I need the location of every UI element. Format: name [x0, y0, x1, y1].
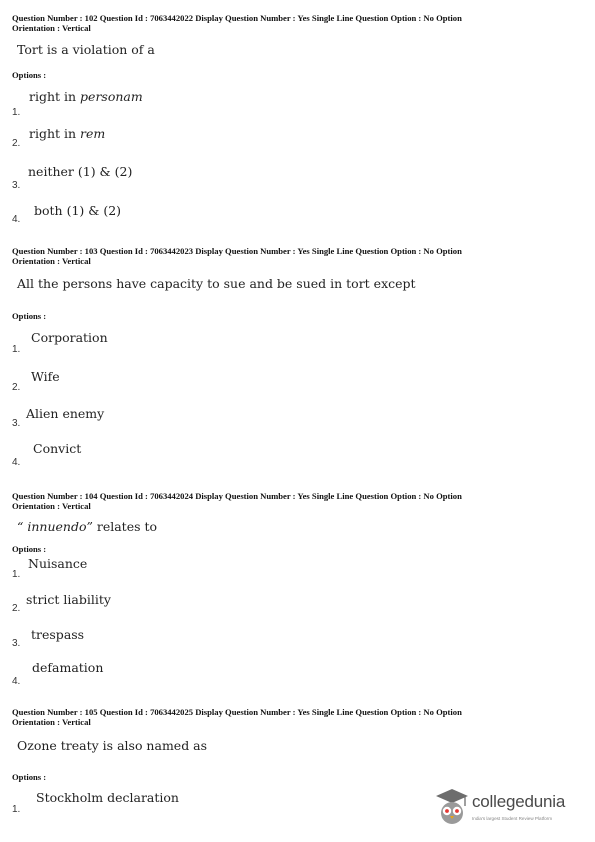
options-label: Options :	[12, 772, 47, 782]
options-label: Options :	[12, 311, 47, 321]
option-text: neither (1) & (2)	[28, 164, 133, 179]
option-text: trespass	[31, 627, 85, 642]
option-text: both (1) & (2)	[34, 203, 122, 218]
option-text: right in personam	[29, 89, 143, 104]
option-number: 1.	[12, 107, 21, 118]
option-number: 4.	[12, 214, 21, 225]
option-text: Alien enemy	[26, 406, 105, 421]
option-number: 4.	[12, 676, 21, 687]
logo-wordmark: collegedunia	[472, 792, 566, 811]
question-header	[12, 708, 572, 727]
option-number: 2.	[12, 382, 21, 393]
option-text: Stockholm declaration	[36, 790, 179, 805]
option-number: 3.	[12, 180, 21, 191]
question-header	[12, 492, 572, 511]
header-line: Question Number : 102 Question Id : 7063442022 Display Question Number : Yes Single Line Question Option : No Option	[12, 13, 462, 23]
option-number: 4.	[12, 457, 21, 468]
option-text: Convict	[33, 441, 82, 456]
option-number: 2.	[12, 603, 21, 614]
header-line: Question Number : 105 Question Id : 7063442025 Display Question Number : Yes Single Line Question Option : No Option	[12, 707, 462, 717]
question-text: All the persons have capacity to sue and be sued in tort except	[17, 276, 416, 291]
graduation-cap-owl-icon	[432, 786, 472, 830]
question-header	[12, 14, 572, 33]
option-number: 2.	[12, 138, 21, 149]
collegedunia-logo	[432, 786, 582, 832]
option-number: 1.	[12, 344, 21, 355]
header-line: Orientation : Vertical	[12, 255, 91, 266]
option-text: Wife	[31, 369, 60, 384]
header-line: Question Number : 104 Question Id : 7063442024 Display Question Number : Yes Single Line Question Option : No Option	[12, 491, 462, 501]
question-header	[12, 247, 572, 266]
option-text: defamation	[32, 660, 104, 675]
option-text: Nuisance	[28, 556, 88, 571]
option-text: strict liability	[26, 592, 111, 607]
header-line: Question Number : 103 Question Id : 7063442023 Display Question Number : Yes Single Line Question Option : No Option	[12, 246, 462, 256]
option-number: 3.	[12, 418, 21, 429]
option-number: 1.	[12, 569, 21, 580]
header-line: Orientation : Vertical	[12, 500, 91, 511]
logo-tagline: India's largest Student Review Platform	[472, 816, 553, 821]
question-text: Tort is a violation of a	[17, 42, 155, 57]
header-line: Orientation : Vertical	[12, 716, 91, 727]
option-text: Corporation	[31, 330, 108, 345]
header-line: Orientation : Vertical	[12, 22, 91, 33]
options-label: Options :	[12, 544, 47, 554]
question-text: Ozone treaty is also named as	[17, 738, 208, 753]
options-label: Options :	[12, 70, 47, 80]
option-text: right in rem	[29, 126, 106, 141]
option-number: 3.	[12, 638, 21, 649]
option-number: 1.	[12, 804, 21, 815]
question-text: “ innuendo” relates to	[17, 519, 158, 534]
